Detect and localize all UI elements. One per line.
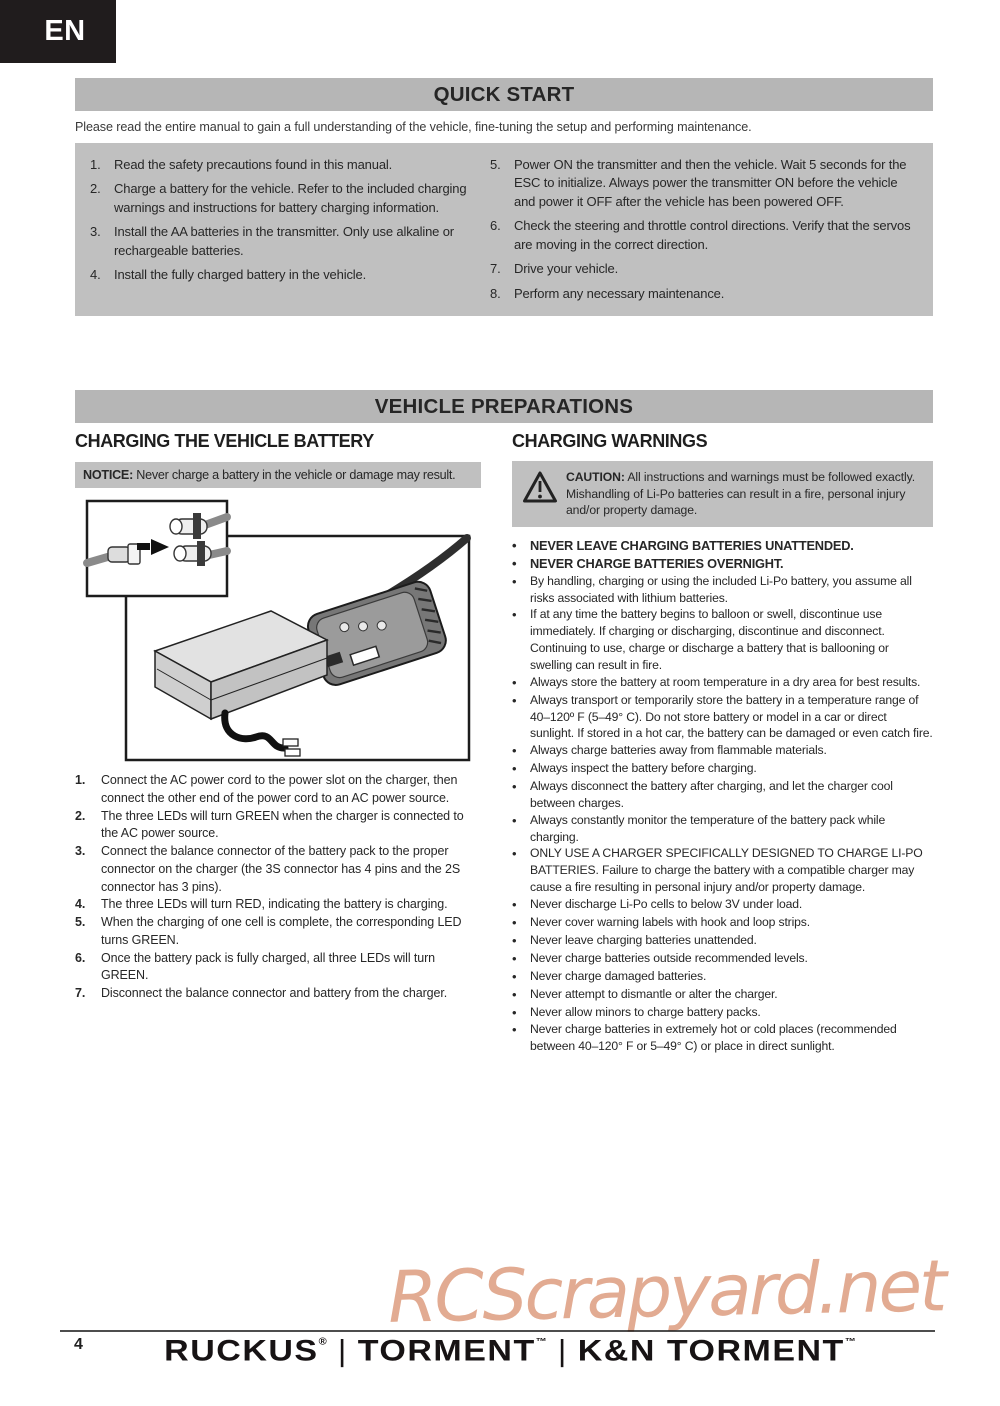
connector-inset — [87, 501, 227, 596]
list-item: 3. Connect the balance connector of the battery pack to the proper connector on the charger (the 3S connector has 4 pins and the 2S connector has 3 pins). — [75, 844, 461, 894]
footer-brand-logo — [60, 1334, 960, 1368]
list-item: 7. Disconnect the balance connector and battery from the charger. — [75, 986, 448, 1001]
list-item: • Always charge batteries away from flammable materials. — [512, 742, 933, 760]
language-tag — [0, 0, 116, 63]
brand-ruckus: RUCKUS — [164, 1334, 319, 1368]
list-item: • Never discharge Li-Po cells to below 3V under load. — [512, 896, 933, 914]
charging-warnings-section — [512, 431, 933, 1055]
list-item: 5. Power ON the transmitter and then the vehicle. Wait 5 seconds for the ESC to initialize. Always power the transmitter ON before the vehicle and power it OFF after the vehicle has been powered OFF. — [490, 157, 907, 209]
quick-start-header: QUICK START — [75, 78, 933, 111]
battery-plug — [283, 739, 298, 746]
list-item: 4. Install the fully charged battery in the vehicle. — [90, 267, 367, 283]
list-item: 6. Once the battery pack is fully charged, all three LEDs will turn GREEN. — [75, 950, 436, 983]
list-item: • Always constantly monitor the temperature of the battery pack while charging. — [512, 812, 933, 846]
registered-mark: ® — [318, 1336, 327, 1348]
page-content — [75, 78, 933, 1055]
charging-warnings-list — [512, 537, 933, 1055]
list-item: 2. The three LEDs will turn GREEN when the charger is connected to the AC power source. — [75, 808, 464, 841]
charging-steps-list — [75, 772, 481, 1003]
list-item: • Never charge damaged batteries. — [512, 968, 933, 986]
brand-separator: | — [558, 1334, 566, 1368]
list-item: • If at any time the battery begins to balloon or swell, discontinue use immediately. If charging or discharging, discontinue and disconnect. Continuing to use, charge or discharge a battery that is ballooning or swelling can result in fire. — [512, 606, 933, 673]
battery-plug — [285, 749, 300, 756]
quick-start-steps-left — [90, 156, 468, 303]
warning-triangle-icon — [522, 470, 558, 504]
list-item: 1. Connect the AC power cord to the power slot on the charger, then connect the other end of the power cord to an AC power source. — [75, 773, 458, 805]
list-item: • ONLY USE A CHARGER SPECIFICALLY DESIGNED TO CHARGE LI-PO BATTERIES. Failure to charge the battery with a compatible charger may cause a fire resulting in personal injury and/or property damage. — [512, 845, 933, 895]
caution-text: All instructions and warnings must be followed exactly. Mishandling of Li-Po batteries can result in a fire, personal injury and/or property damage. — [566, 470, 915, 518]
list-item: • Always store the battery at room temperature in a dry area for best results. — [512, 674, 933, 692]
trademark-mark: ™ — [535, 1336, 547, 1348]
list-item: 3. Install the AA batteries in the transmitter. Only use alkaline or rechargeable batteries. — [90, 224, 454, 258]
list-item: • Never charge batteries outside recommended levels. — [512, 950, 933, 968]
list-item: 8. Perform any necessary maintenance. — [490, 285, 725, 301]
trademark-mark: ™ — [844, 1336, 856, 1348]
charger-illustration — [75, 499, 475, 765]
watermark: RCScrapyard.net — [387, 1244, 945, 1339]
list-item: • Never cover warning labels with hook and loop strips. — [512, 914, 933, 932]
list-item: • Always inspect the battery before charging. — [512, 760, 933, 778]
list-item: 1. Read the safety precautions found in this manual. — [90, 157, 393, 172]
list-item: 2. Charge a battery for the vehicle. Refer to the included charging warnings and instructions for battery charging information. — [90, 181, 467, 215]
brand-torment: TORMENT — [357, 1334, 536, 1368]
list-item: • By handling, charging or using the included Li-Po battery, you assume all risks associated with lithium batteries. — [512, 573, 933, 607]
charging-warnings-heading: CHARGING WARNINGS — [512, 431, 708, 452]
list-item: 4. The three LEDs will turn RED, indicating the battery is charging. — [75, 897, 448, 912]
notice-label: NOTICE: — [83, 468, 134, 483]
list-item: 6. Check the steering and throttle control directions. Verify that the servos are moving in the correct direction. — [490, 218, 911, 252]
list-item: • NEVER LEAVE CHARGING BATTERIES UNATTENDED. — [512, 537, 933, 555]
language-tag-label: EN — [44, 15, 86, 47]
list-item: 5. When the charging of one cell is complete, the corresponding LED turns GREEN. — [75, 915, 462, 947]
charging-battery-section — [75, 431, 481, 1003]
list-item: • Never leave charging batteries unattended. — [512, 932, 933, 950]
list-item: • Never allow minors to charge battery packs. — [512, 1004, 933, 1022]
list-item: • Always transport or temporarily store the battery in a temperature range of 40–120º F (5–49° C). Do not store battery or model in a car or direct sunlight. If stored in a hot car, the battery can be damaged or even catch fire. — [512, 692, 933, 742]
quick-start-steps-right — [490, 156, 914, 303]
list-item: • Never attempt to dismantle or alter the charger. — [512, 986, 933, 1004]
quick-start-intro: Please read the entire manual to gain a full understanding of the vehicle, fine-tuning the setup and performing maintenance. — [75, 120, 752, 134]
list-item: • Never charge batteries in extremely hot or cold places (recommended between 40–120° F or 5–49° C) or place in direct sunlight. — [512, 1021, 933, 1055]
charger-illustration-svg — [75, 499, 475, 765]
brand-separator: | — [338, 1334, 346, 1368]
list-item: 7. Drive your vehicle. — [490, 261, 619, 277]
notice-box — [75, 462, 481, 488]
charging-battery-heading: CHARGING THE VEHICLE BATTERY — [75, 431, 374, 452]
page-number: 4 — [74, 1336, 83, 1353]
notice-text: Never charge a battery in the vehicle or damage may result. — [133, 468, 456, 483]
list-item: • Always disconnect the battery after charging, and let the charger cool between charges. — [512, 778, 933, 812]
footer-divider — [60, 1330, 935, 1332]
brand-kn-torment: K&N TORMENT — [577, 1334, 845, 1368]
quick-start-steps-box — [75, 143, 933, 316]
caution-label: CAUTION: — [566, 470, 625, 485]
list-item: • NEVER CHARGE BATTERIES OVERNIGHT. — [512, 555, 933, 573]
vehicle-preparations-header: VEHICLE PREPARATIONS — [75, 390, 933, 423]
caution-box — [512, 461, 933, 527]
